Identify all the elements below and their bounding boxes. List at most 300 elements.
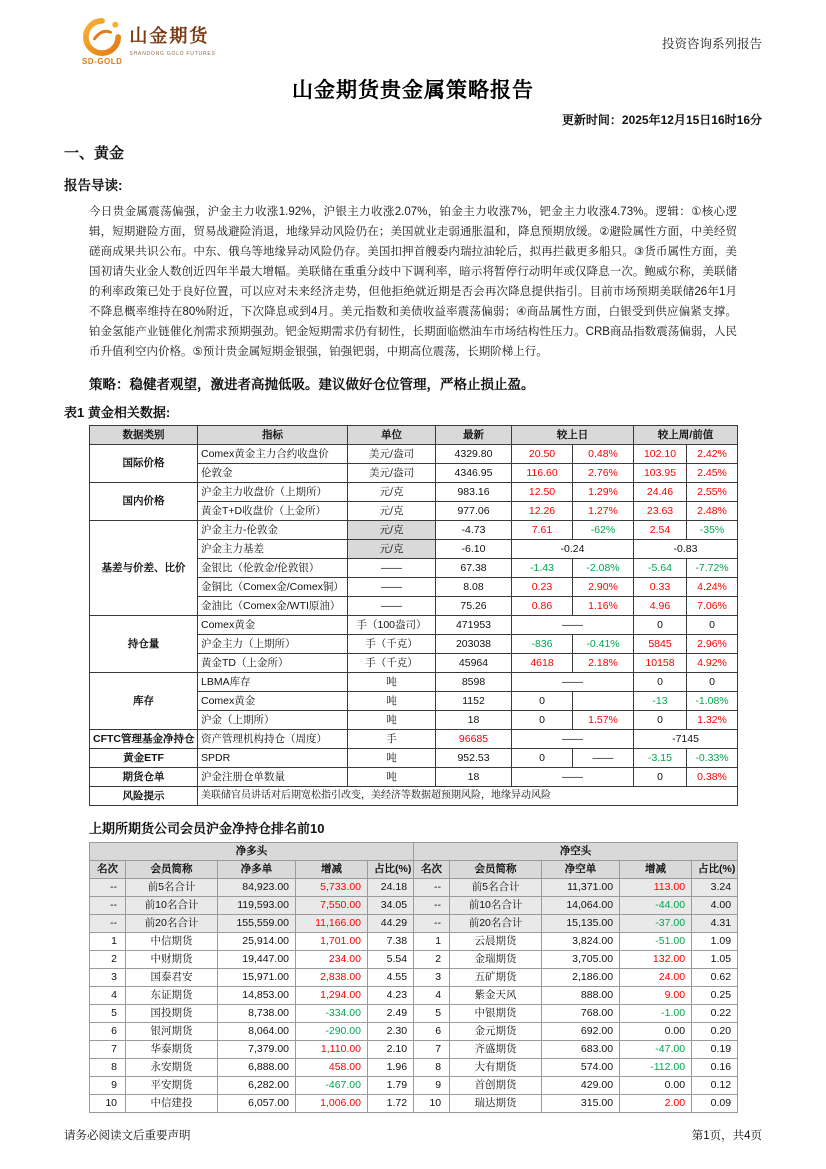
ranking-row	[90, 915, 738, 933]
net-long-rank-cell: 8	[90, 1059, 126, 1077]
change-value-cell: 23.63	[634, 502, 687, 521]
net-short-member-cell: 前20名合计	[450, 915, 542, 933]
net-short-rank-cell: 10	[414, 1095, 450, 1113]
net-short-member-cell: 中银期货	[450, 1005, 542, 1023]
change-value-cell: 0	[634, 711, 687, 730]
gold-table-header-row	[90, 426, 738, 445]
net-short-share-cell: 4.31	[692, 915, 738, 933]
net-short-share-cell: 0.16	[692, 1059, 738, 1077]
net-short-rank-cell: 2	[414, 951, 450, 969]
indicator-cell: Comex黄金	[198, 692, 348, 711]
net-long-rank-cell: 10	[90, 1095, 126, 1113]
indicator-cell: Comex黄金	[198, 616, 348, 635]
indicator-cell: 沪金主力基差	[198, 540, 348, 559]
net-short-volume-cell: 574.00	[542, 1059, 620, 1077]
net-short-volume-cell: 315.00	[542, 1095, 620, 1113]
change-value-cell: -0.33%	[687, 749, 738, 768]
indicator-cell: 金铜比（Comex金/Comex铜）	[198, 578, 348, 597]
unit-cell: 元/克	[348, 540, 436, 559]
net-short-rank-cell: 3	[414, 969, 450, 987]
change-value-cell: ——	[512, 616, 634, 635]
change-value-cell: 0	[634, 616, 687, 635]
gold-table-row	[90, 673, 738, 692]
indicator-cell: 黄金T+D收盘价（上金所）	[198, 502, 348, 521]
section-heading-gold: 一、黄金	[64, 145, 125, 162]
change-value-cell: 116.60	[512, 464, 573, 483]
change-value-cell: -7.72%	[687, 559, 738, 578]
indicator-cell: SPDR	[198, 749, 348, 768]
short-rank-header: 名次	[414, 861, 450, 879]
unit-cell: 吨	[348, 692, 436, 711]
change-value-cell: -35%	[687, 521, 738, 540]
change-value-cell: ——	[512, 673, 634, 692]
unit-cell: 手	[348, 730, 436, 749]
gold-table-row	[90, 616, 738, 635]
net-long-volume-cell: 155,559.00	[218, 915, 296, 933]
net-short-rank-cell: 8	[414, 1059, 450, 1077]
indicator-cell: 伦敦金	[198, 464, 348, 483]
logo-brand-block	[129, 18, 215, 57]
change-value-cell: 2.42%	[687, 445, 738, 464]
ranking-col-header-row	[90, 861, 738, 879]
net-long-share-cell: 2.49	[368, 1005, 414, 1023]
net-long-volume-cell: 7,379.00	[218, 1041, 296, 1059]
change-value-cell: -836	[512, 635, 573, 654]
net-long-member-cell: 前20名合计	[126, 915, 218, 933]
net-short-volume-cell: 888.00	[542, 987, 620, 1005]
net-short-share-cell: 0.62	[692, 969, 738, 987]
net-long-change-cell: -334.00	[296, 1005, 368, 1023]
change-value-cell: 7.61	[512, 521, 573, 540]
change-value-cell: 0.33	[634, 578, 687, 597]
net-long-change-cell: 2,838.00	[296, 969, 368, 987]
series-label: 投资咨询系列报告	[661, 37, 762, 51]
long-rank-header: 名次	[90, 861, 126, 879]
change-value-cell: -0.83	[634, 540, 738, 559]
net-short-rank-cell: --	[414, 879, 450, 897]
long-share-header: 占比(%)	[368, 861, 414, 879]
net-long-member-cell: 华泰期货	[126, 1041, 218, 1059]
short-member-header: 会员简称	[450, 861, 542, 879]
change-value-cell: 24.46	[634, 483, 687, 502]
net-long-share-cell: 5.54	[368, 951, 414, 969]
risk-label-cell: 风险提示	[90, 787, 198, 806]
indicator-cell: 资产管理机构持仓（周度）	[198, 730, 348, 749]
gold-table-body	[90, 445, 738, 806]
category-cell: 国内价格	[90, 483, 198, 521]
header-category: 数据类别	[90, 426, 198, 445]
change-value-cell: 4.96	[634, 597, 687, 616]
net-short-share-cell: 1.05	[692, 951, 738, 969]
unit-cell: 元/克	[348, 521, 436, 540]
net-long-share-cell: 34.05	[368, 897, 414, 915]
net-long-volume-cell: 8,738.00	[218, 1005, 296, 1023]
category-cell: 黄金ETF	[90, 749, 198, 768]
net-short-rank-cell: 6	[414, 1023, 450, 1041]
change-value-cell: -62%	[573, 521, 634, 540]
net-long-rank-cell: 3	[90, 969, 126, 987]
ranking-row	[90, 951, 738, 969]
logo-subtext: SD-GOLD	[82, 57, 123, 66]
net-short-member-cell: 金瑞期货	[450, 951, 542, 969]
latest-value-cell: 8.08	[436, 578, 512, 597]
change-value-cell: 0	[634, 673, 687, 692]
change-value-cell: 4.92%	[687, 654, 738, 673]
net-long-change-cell: 7,550.00	[296, 897, 368, 915]
long-volume-header: 净多单	[218, 861, 296, 879]
ranking-row	[90, 969, 738, 987]
net-long-volume-cell: 14,853.00	[218, 987, 296, 1005]
change-value-cell: 12.26	[512, 502, 573, 521]
change-value-cell: 0	[634, 768, 687, 787]
net-short-share-cell: 0.19	[692, 1041, 738, 1059]
latest-value-cell: 471953	[436, 616, 512, 635]
net-short-volume-cell: 14,064.00	[542, 897, 620, 915]
gold-table-row	[90, 483, 738, 502]
net-long-member-cell: 前10名合计	[126, 897, 218, 915]
category-cell: 持仓量	[90, 616, 198, 673]
change-value-cell: ——	[512, 730, 634, 749]
unit-cell: 元/克	[348, 502, 436, 521]
net-short-volume-cell: 768.00	[542, 1005, 620, 1023]
net-short-rank-cell: 1	[414, 933, 450, 951]
ranking-row	[90, 1041, 738, 1059]
change-value-cell: 2.55%	[687, 483, 738, 502]
category-cell: 期货仓单	[90, 768, 198, 787]
net-long-member-cell: 国泰君安	[126, 969, 218, 987]
net-long-rank-cell: 7	[90, 1041, 126, 1059]
net-long-change-cell: 234.00	[296, 951, 368, 969]
ranking-row	[90, 987, 738, 1005]
unit-cell: 吨	[348, 768, 436, 787]
ranking-row	[90, 933, 738, 951]
change-value-cell: 0	[687, 673, 738, 692]
net-short-rank-cell: 9	[414, 1077, 450, 1095]
gold-data-table	[89, 425, 738, 806]
short-share-header: 占比(%)	[692, 861, 738, 879]
latest-value-cell: -6.10	[436, 540, 512, 559]
net-short-volume-cell: 15,135.00	[542, 915, 620, 933]
net-short-share-cell: 3.24	[692, 879, 738, 897]
net-long-share-cell: 2.10	[368, 1041, 414, 1059]
net-long-member-cell: 永安期货	[126, 1059, 218, 1077]
gold-table-risk-row	[90, 787, 738, 806]
ranking-group-header-row	[90, 843, 738, 861]
net-long-rank-cell: 1	[90, 933, 126, 951]
change-value-cell: 1.27%	[573, 502, 634, 521]
net-long-member-cell: 银河期货	[126, 1023, 218, 1041]
change-value-cell: ——	[512, 768, 634, 787]
net-short-change-cell: -44.00	[620, 897, 692, 915]
net-short-member-cell: 首创期货	[450, 1077, 542, 1095]
change-value-cell: -5.64	[634, 559, 687, 578]
net-short-member-cell: 云晨期货	[450, 933, 542, 951]
change-value-cell: 0	[512, 711, 573, 730]
change-value-cell: 2.54	[634, 521, 687, 540]
net-short-member-cell: 瑞达期货	[450, 1095, 542, 1113]
net-long-change-cell: 1,006.00	[296, 1095, 368, 1113]
net-long-rank-cell: 5	[90, 1005, 126, 1023]
net-short-volume-cell: 11,371.00	[542, 879, 620, 897]
change-value-cell: 103.95	[634, 464, 687, 483]
latest-value-cell: 75.26	[436, 597, 512, 616]
change-value-cell: -3.15	[634, 749, 687, 768]
change-value-cell: 0.48%	[573, 445, 634, 464]
net-long-member-cell: 中信建投	[126, 1095, 218, 1113]
net-short-change-cell: 24.00	[620, 969, 692, 987]
latest-value-cell: -4.73	[436, 521, 512, 540]
net-long-share-cell: 1.96	[368, 1059, 414, 1077]
ranking-row	[90, 1059, 738, 1077]
net-long-member-cell: 东证期货	[126, 987, 218, 1005]
latest-value-cell: 977.06	[436, 502, 512, 521]
net-short-member-cell: 前10名合计	[450, 897, 542, 915]
net-long-header: 净多头	[90, 843, 414, 861]
unit-cell: 美元/盎司	[348, 445, 436, 464]
net-long-volume-cell: 119,593.00	[218, 897, 296, 915]
indicator-cell: Comex黄金主力合约收盘价	[198, 445, 348, 464]
net-long-share-cell: 44.29	[368, 915, 414, 933]
latest-value-cell: 983.16	[436, 483, 512, 502]
header-latest: 最新	[436, 426, 512, 445]
net-short-member-cell: 大有期货	[450, 1059, 542, 1077]
ranking-row	[90, 1095, 738, 1113]
change-value-cell: 7.06%	[687, 597, 738, 616]
net-short-change-cell: 132.00	[620, 951, 692, 969]
net-short-member-cell: 前5名合计	[450, 879, 542, 897]
unit-cell: 美元/盎司	[348, 464, 436, 483]
logo-brand-text: 山金期货	[129, 26, 210, 46]
net-short-rank-cell: 5	[414, 1005, 450, 1023]
latest-value-cell: 8598	[436, 673, 512, 692]
page-footer	[64, 1127, 762, 1143]
header-unit: 单位	[348, 426, 436, 445]
change-value-cell: 102.10	[634, 445, 687, 464]
change-value-cell: 2.45%	[687, 464, 738, 483]
ranking-row	[90, 897, 738, 915]
unit-cell: 吨	[348, 749, 436, 768]
change-value-cell: 1.57%	[573, 711, 634, 730]
net-long-rank-cell: 9	[90, 1077, 126, 1095]
net-short-share-cell: 0.22	[692, 1005, 738, 1023]
change-value-cell: -2.08%	[573, 559, 634, 578]
net-long-volume-cell: 84,923.00	[218, 879, 296, 897]
net-long-change-cell: -467.00	[296, 1077, 368, 1095]
change-value-cell: 0.86	[512, 597, 573, 616]
gold-table-row	[90, 768, 738, 787]
net-short-share-cell: 1.09	[692, 933, 738, 951]
net-long-share-cell: 4.23	[368, 987, 414, 1005]
net-long-rank-cell: 4	[90, 987, 126, 1005]
net-long-share-cell: 1.79	[368, 1077, 414, 1095]
change-value-cell: 2.18%	[573, 654, 634, 673]
indicator-cell: 沪金主力-伦敦金	[198, 521, 348, 540]
indicator-cell: LBMA库存	[198, 673, 348, 692]
report-title: 山金期货贵金属策略报告	[292, 79, 534, 102]
latest-value-cell: 4346.95	[436, 464, 512, 483]
change-value-cell: 0.38%	[687, 768, 738, 787]
short-change-header: 增减	[620, 861, 692, 879]
net-long-member-cell: 中财期货	[126, 951, 218, 969]
net-long-rank-cell: --	[90, 897, 126, 915]
unit-cell: 手（千克）	[348, 635, 436, 654]
category-cell: 库存	[90, 673, 198, 730]
change-value-cell: 2.48%	[687, 502, 738, 521]
header-vs-prev-day: 较上日	[512, 426, 634, 445]
latest-value-cell: 203038	[436, 635, 512, 654]
intro-paragraph: 今日贵金属震荡偏强，沪金主力收涨1.92%，沪银主力收涨2.07%，铂金主力收涨7%，钯金主力收涨4.73%。逻辑：①核心逻辑，短期避险方面，贸易战避险消退，地缘异动风险仍在；美国就业走弱通胀温和，降息预期放缓。②避险属性方面，中美经贸磋商成果共识公布。中东、俄乌等地缘异动风险仍存。美国扣押首艘委内瑞拉油轮后，拟再拦截更多船只。③货币属性方面，美国初请失业金人数创近四年半最大增幅。美联储在重重分歧中下调利率，暗示将暂停行动明年或仅降息一次。鲍威尔称，美联储的利率政策已处于良好位置，可以应对未来经济走势，但他拒绝就近期是否会再次降息提供指引。目前市场预期美联储26年1月不降息概率维持在80%附近，下次降息或到4月。美元指数和美债收益率震荡偏弱；④商品属性方面，白银受到供应偏紧支撑。铂金氢能产业链催化剂需求预期强劲。钯金短期需求仍有韧性，长期面临燃油车市场结构性压力。CRB商品指数震荡偏弱，人民币升值利空内价格。⑤预计贵金属短期金银强，铂强钯弱，中期高位震荡，长期阶梯上行。	[89, 206, 737, 358]
logo-emblem-icon	[83, 18, 121, 56]
change-value-cell: 1.16%	[573, 597, 634, 616]
net-short-change-cell: 0.00	[620, 1077, 692, 1095]
company-logo	[82, 18, 216, 66]
latest-value-cell: 45964	[436, 654, 512, 673]
net-long-volume-cell: 25,914.00	[218, 933, 296, 951]
header-indicator: 指标	[198, 426, 348, 445]
change-value-cell: 2.96%	[687, 635, 738, 654]
long-member-header: 会员简称	[126, 861, 218, 879]
strategy-line: 策略：稳健者观望，激进者高抛低吸。建议做好仓位管理，严格止损止盈。	[89, 377, 535, 392]
net-short-change-cell: 2.00	[620, 1095, 692, 1113]
change-value-cell: 2.90%	[573, 578, 634, 597]
net-long-member-cell: 中信期货	[126, 933, 218, 951]
unit-cell: 元/克	[348, 483, 436, 502]
unit-cell: ——	[348, 559, 436, 578]
net-long-change-cell: 1,110.00	[296, 1041, 368, 1059]
net-short-rank-cell: 7	[414, 1041, 450, 1059]
ranking-row	[90, 1023, 738, 1041]
change-value-cell: 4618	[512, 654, 573, 673]
unit-cell: ——	[348, 578, 436, 597]
net-long-change-cell: 458.00	[296, 1059, 368, 1077]
change-value-cell: 1.29%	[573, 483, 634, 502]
net-long-change-cell: 1,294.00	[296, 987, 368, 1005]
net-long-volume-cell: 19,447.00	[218, 951, 296, 969]
net-long-change-cell: 5,733.00	[296, 879, 368, 897]
change-value-cell: 4.24%	[687, 578, 738, 597]
net-short-change-cell: -47.00	[620, 1041, 692, 1059]
latest-value-cell: 4329.80	[436, 445, 512, 464]
net-long-volume-cell: 15,971.00	[218, 969, 296, 987]
net-short-member-cell: 紫金天风	[450, 987, 542, 1005]
gold-table-row	[90, 521, 738, 540]
change-value-cell: 12.50	[512, 483, 573, 502]
change-value-cell: -1.43	[512, 559, 573, 578]
gold-table-row	[90, 445, 738, 464]
net-long-change-cell: 1,701.00	[296, 933, 368, 951]
unit-cell: 吨	[348, 711, 436, 730]
category-cell: CFTC管理基金净持仓	[90, 730, 198, 749]
indicator-cell: 金银比（伦敦金/伦敦银）	[198, 559, 348, 578]
net-long-member-cell: 平安期货	[126, 1077, 218, 1095]
category-cell: 国际价格	[90, 445, 198, 483]
net-long-change-cell: 11,166.00	[296, 915, 368, 933]
ranking-table-body	[90, 879, 738, 1113]
unit-cell: ——	[348, 597, 436, 616]
intro-label: 报告导读:	[64, 178, 123, 193]
net-short-change-cell: -112.00	[620, 1059, 692, 1077]
latest-value-cell: 1152	[436, 692, 512, 711]
change-value-cell: -13	[634, 692, 687, 711]
net-short-rank-cell: --	[414, 897, 450, 915]
header-vs-prev-week: 较上周/前值	[634, 426, 738, 445]
net-long-share-cell: 24.18	[368, 879, 414, 897]
unit-cell: 手（千克）	[348, 654, 436, 673]
net-long-volume-cell: 6,282.00	[218, 1077, 296, 1095]
table1-title: 表1 黄金相关数据:	[64, 405, 171, 420]
ranking-row	[90, 879, 738, 897]
unit-cell: 吨	[348, 673, 436, 692]
indicator-cell: 沪金（上期所）	[198, 711, 348, 730]
net-long-member-cell: 前5名合计	[126, 879, 218, 897]
net-short-change-cell: 113.00	[620, 879, 692, 897]
net-long-share-cell: 4.55	[368, 969, 414, 987]
short-volume-header: 净空单	[542, 861, 620, 879]
net-short-rank-cell: 4	[414, 987, 450, 1005]
net-long-change-cell: -290.00	[296, 1023, 368, 1041]
change-value-cell: -0.24	[512, 540, 634, 559]
footer-disclaimer: 请务必阅读文后重要声明	[64, 1130, 191, 1142]
change-value-cell: 0.23	[512, 578, 573, 597]
indicator-cell: 沪金主力（上期所）	[198, 635, 348, 654]
ranking-table	[89, 842, 738, 1113]
net-long-rank-cell: 6	[90, 1023, 126, 1041]
net-short-change-cell: 0.00	[620, 1023, 692, 1041]
net-long-rank-cell: 2	[90, 951, 126, 969]
net-short-volume-cell: 429.00	[542, 1077, 620, 1095]
net-short-share-cell: 0.25	[692, 987, 738, 1005]
indicator-cell: 黄金TD（上金所）	[198, 654, 348, 673]
net-short-member-cell: 齐盛期货	[450, 1041, 542, 1059]
gold-table-row	[90, 749, 738, 768]
indicator-cell: 沪金注册仓单数量	[198, 768, 348, 787]
net-short-share-cell: 0.09	[692, 1095, 738, 1113]
change-value-cell: 20.50	[512, 445, 573, 464]
net-long-volume-cell: 6,888.00	[218, 1059, 296, 1077]
change-value-cell: 0	[512, 692, 573, 711]
net-short-share-cell: 0.12	[692, 1077, 738, 1095]
change-value-cell: -1.08%	[687, 692, 738, 711]
net-short-volume-cell: 2,186.00	[542, 969, 620, 987]
net-short-header: 净空头	[414, 843, 738, 861]
change-value-cell: 10158	[634, 654, 687, 673]
net-short-change-cell: -1.00	[620, 1005, 692, 1023]
unit-cell: 手（100盎司）	[348, 616, 436, 635]
net-short-volume-cell: 3,824.00	[542, 933, 620, 951]
latest-value-cell: 952.53	[436, 749, 512, 768]
gold-table-row	[90, 730, 738, 749]
net-long-rank-cell: --	[90, 915, 126, 933]
net-long-rank-cell: --	[90, 879, 126, 897]
indicator-cell: 沪金主力收盘价（上期所）	[198, 483, 348, 502]
change-value-cell	[573, 692, 634, 711]
net-short-change-cell: 9.00	[620, 987, 692, 1005]
change-value-cell: 0	[687, 616, 738, 635]
net-long-share-cell: 1.72	[368, 1095, 414, 1113]
change-value-cell: -0.41%	[573, 635, 634, 654]
latest-value-cell: 18	[436, 711, 512, 730]
latest-value-cell: 18	[436, 768, 512, 787]
change-value-cell: 5845	[634, 635, 687, 654]
change-value-cell: 1.32%	[687, 711, 738, 730]
net-short-volume-cell: 692.00	[542, 1023, 620, 1041]
change-value-cell: 0	[512, 749, 573, 768]
ranking-row	[90, 1005, 738, 1023]
logo-emblem-block	[82, 18, 122, 66]
footer-page-number: 第1页，共4页	[691, 1130, 762, 1142]
net-long-member-cell: 国投期货	[126, 1005, 218, 1023]
page-header	[64, 18, 762, 66]
